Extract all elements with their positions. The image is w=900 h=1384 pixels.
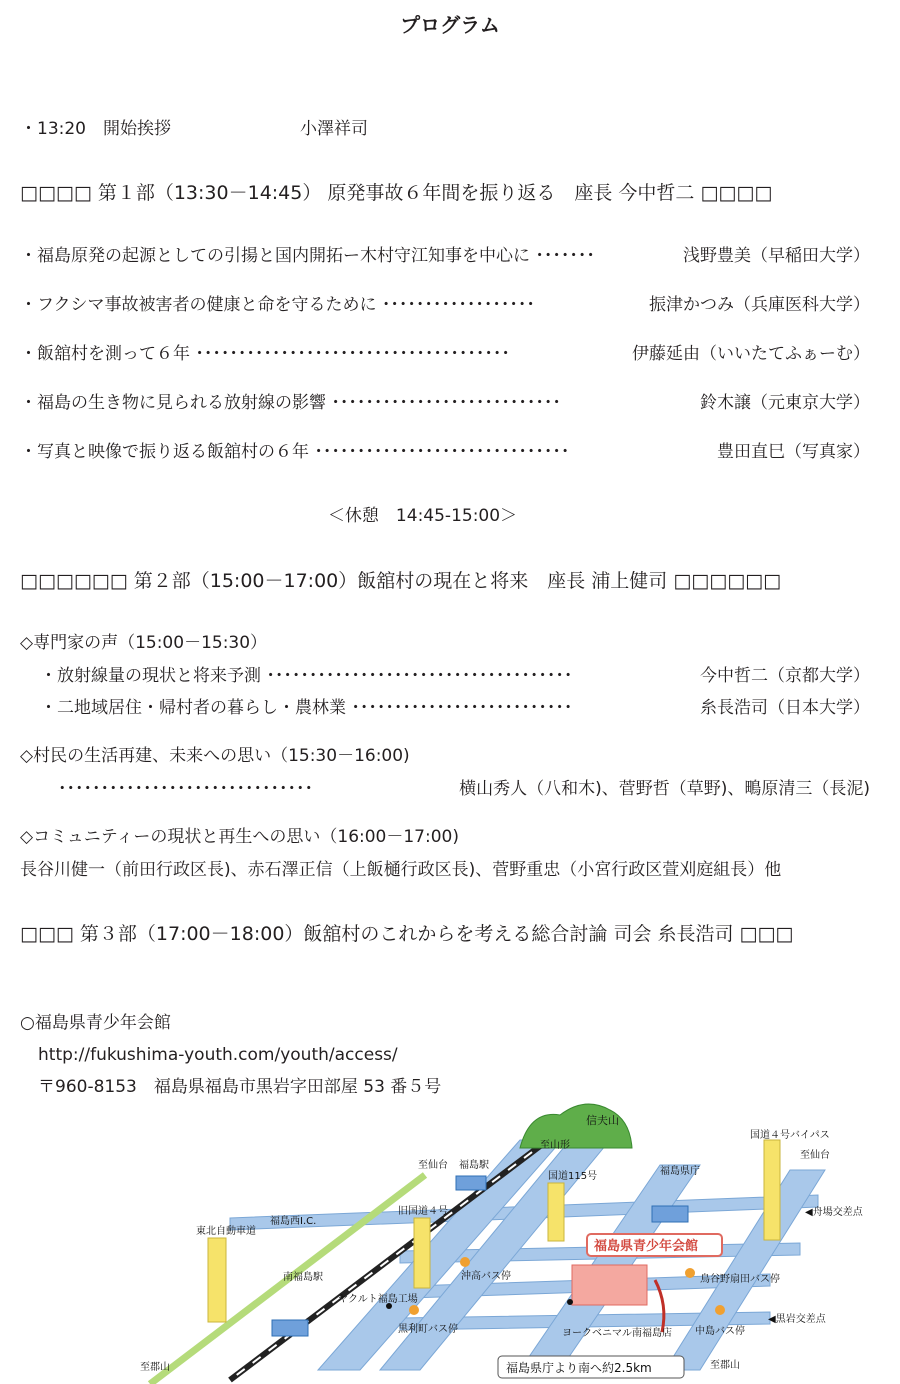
talk-speaker: 今中哲二（京都大学） [700,666,870,686]
map-label: 福島県庁 [660,1166,700,1177]
map-label: 国道115号 [548,1171,598,1182]
map-label: 至郡山 [140,1362,170,1373]
map-label: ヤクルト福島工場 [338,1294,418,1305]
break-notice: ＜休憩 14:45-15:00＞ [327,506,518,526]
south-station-icon [272,1320,308,1336]
map-label: 至山形 [540,1140,570,1151]
talk-title: ・フクシマ事故被害者の健康と命を守るために ･･････････････････ [20,295,535,315]
page-title: プログラム [400,13,500,37]
map-label: 至郡山 [710,1360,740,1371]
part2-heading: □□□□□□ 第２部（15:00－17:00）飯舘村の現在と将来 座長 浦上健司 □□□□□□ [20,570,782,592]
villagers-speakers: 横山秀人（八和木)、菅野哲（草野)、鴫原清三（長泥) [459,779,870,799]
talk-title: ・福島の生き物に見られる放射線の影響 ･･･････････････････････････ [20,393,561,413]
distance-label: 福島県庁より南へ約2.5km [506,1361,652,1375]
yorkbenimaru-icon [567,1299,573,1305]
villagers-dots: ･･････････････････････････････ [58,779,313,799]
station-icon [456,1176,486,1190]
map-label: 旧国道４号 [398,1206,448,1217]
map-label: ◀黒岩交差点 [768,1314,826,1325]
map-label: 鳥谷野扇田バス停 [700,1274,780,1285]
map-label: ヨークベニマル南福島店 [562,1328,672,1339]
map-label: 沖高バス停 [461,1271,511,1282]
map-label: 福島西I.C. [270,1216,317,1227]
map-label: 南福島駅 [283,1272,323,1283]
talk-speaker: 鈴木譲（元東京大学） [700,393,870,413]
villagers-heading: ◇村民の生活再建、未来への思い（15:30－16:00) [20,746,410,766]
talk-speaker: 浅野豊美（早稲田大学） [683,246,870,266]
talk-speaker: 糸長浩司（日本大学） [700,698,870,718]
talk-speaker: 伊藤延由（いいたてふぁーむ） [632,344,870,364]
community-heading: ◇コミュニティーの現状と再生への思い（16:00－17:00) [20,827,459,847]
venue-name: ○福島県青少年会館 [20,1013,171,1033]
map-label: 福島駅 [459,1160,489,1171]
access-map [0,1100,900,1384]
map-label: ◀舟場交差点 [805,1207,863,1218]
venue-building-icon [572,1265,647,1305]
opening-speaker: 小澤祥司 [300,119,368,139]
talk-title: ・放射線量の現状と将来予測 ････････････････････････････････････ [40,666,573,686]
talk-title: ・福島原発の起源としての引揚と国内開拓ー木村守江知事を中心に ･･･････ [20,246,595,266]
part1-heading: □□□□ 第１部（13:30－14:45） 原発事故６年間を振り返る 座長 今中哲二 □□□□ [20,182,773,204]
expressway-tag [208,1238,226,1322]
talk-title: ・写真と映像で振り返る飯舘村の６年 ･･････････････････････････････ [20,442,570,462]
mountain-label: 信夫山 [586,1114,619,1127]
community-speakers: 長谷川健一（前田行政区長)、赤石澤正信（上飯樋行政区長)、菅野重忠（小宮行政区萱刈庭組長）他 [20,860,782,880]
old-route4-tag [414,1218,430,1288]
talk-title: ・二地域居住・帰村者の暮らし・農林業 ･･････････････････････････ [40,698,573,718]
experts-heading: ◇専門家の声（15:00－15:30） [20,633,268,653]
map-label: 国道４号バイパス [750,1130,830,1141]
talk-speaker: 豊田直巳（写真家） [717,442,870,462]
map-label: 中島バス停 [695,1326,745,1337]
venue-box-label: 福島県青少年会館 [594,1239,699,1254]
bypass-tag [764,1140,780,1240]
prefecture-office-icon [652,1206,688,1222]
talk-title: ・飯舘村を測って６年 ･････････････････････････････････････ [20,344,510,364]
part3-heading: □□□ 第３部（17:00－18:00）飯舘村のこれからを考える総合討論 司会 糸長浩司 □□□ [20,923,794,945]
venue-url[interactable]: http://fukushima-youth.com/youth/access/ [38,1045,398,1065]
map-label: 至仙台 [418,1160,448,1171]
map-label: 至仙台 [800,1150,830,1161]
opening-item: ・13:20 開始挨拶 [20,119,171,139]
map-label: 黒利町バス停 [398,1324,458,1335]
talk-speaker: 振津かつみ（兵庫医科大学） [649,295,870,315]
national115-tag [548,1183,564,1241]
venue-address: 〒960-8153 福島県福島市黒岩字田部屋 53 番５号 [38,1077,442,1097]
map-label: 東北自動車道 [196,1226,256,1237]
